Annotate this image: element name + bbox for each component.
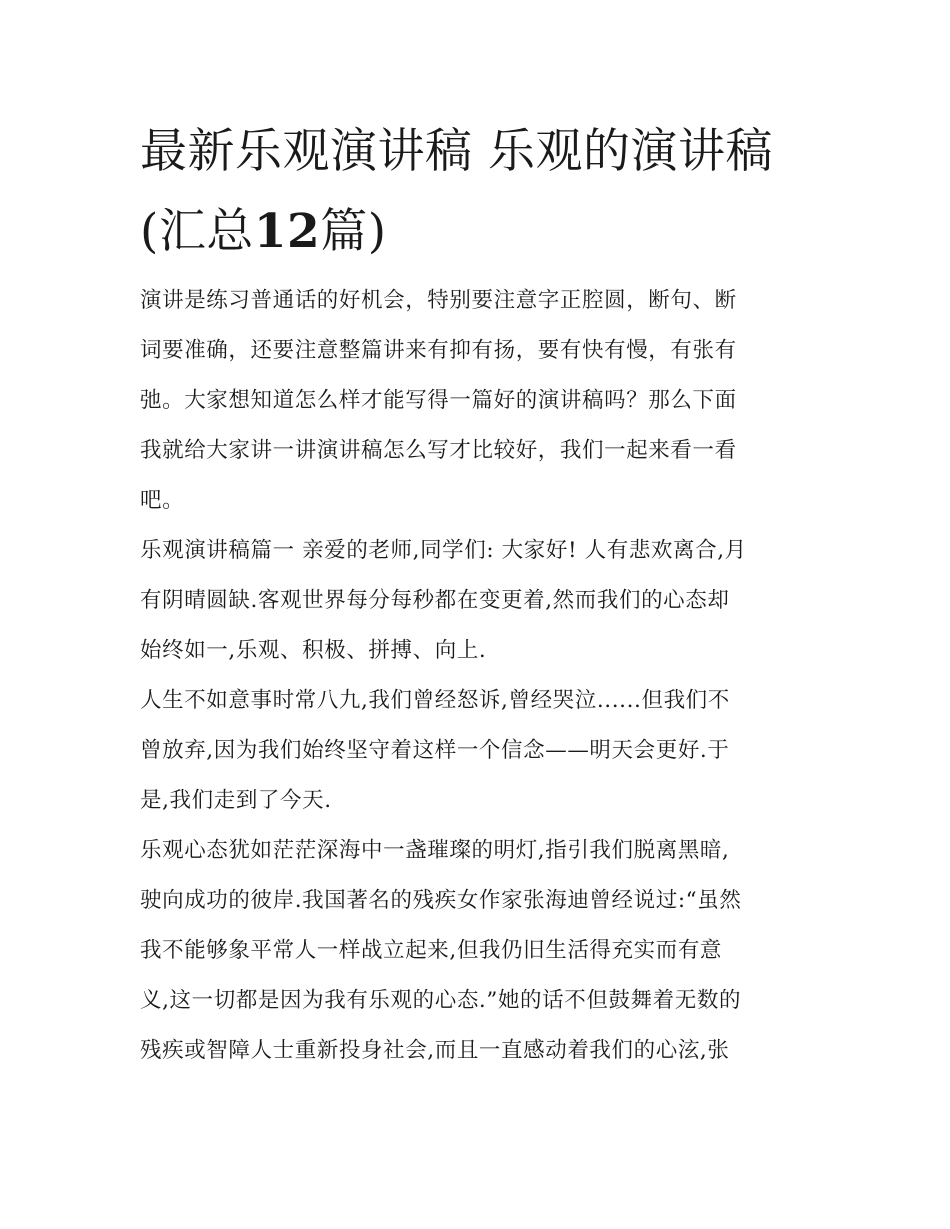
text-line: 驶向成功的彼岸.我国著名的残疾女作家张海迪曾经说过:“虽然 xyxy=(140,888,742,913)
paragraph-speech-1-opening xyxy=(140,526,830,676)
text-line: 始终如一,乐观、积极、拼搏、向上. xyxy=(140,638,487,663)
text-line: 是,我们走到了今天. xyxy=(140,788,332,813)
title-count: 12 xyxy=(253,204,321,259)
text-line: 残疾或智障人士重新投身社会,而且一直感动着我们的心泫,张 xyxy=(140,1038,730,1063)
text-line: 曾放弃,因为我们始终坚守着这样一个信念——明天会更好.于 xyxy=(140,738,730,763)
text-line: 乐观演讲稿篇一 亲爱的老师,同学们: 大家好! 人有悲欢离合,月 xyxy=(140,538,747,563)
document-title xyxy=(140,112,830,272)
text-line: 有阴晴圆缺.客观世界每分每秒都在变更着,然而我们的心态却 xyxy=(140,588,730,613)
title-line-1: 最新乐观演讲稿 乐观的演讲稿 xyxy=(140,124,773,179)
text-line: 乐观心态犹如茫茫深海中一盏璀璨的明灯,指引我们脱离黑暗, xyxy=(140,838,730,863)
paragraph-speech-1-life xyxy=(140,676,830,826)
title-line-2-suffix: 篇) xyxy=(320,204,387,259)
text-line: 我就给大家讲一讲演讲稿怎么写才比较好，我们一起来看一看 xyxy=(140,438,737,463)
title-line-2 xyxy=(140,192,830,272)
text-line: 弛。大家想知道怎么样才能写得一篇好的演讲稿吗？那么下面 xyxy=(140,388,737,413)
title-line-2-prefix: (汇总 xyxy=(140,204,254,259)
text-line: 吧。 xyxy=(140,488,185,513)
paragraph-intro xyxy=(140,276,830,526)
text-line: 演讲是练习普通话的好机会，特别要注意字正腔圆，断句、断 xyxy=(140,288,737,313)
text-line: 义,这一切都是因为我有乐观的心态.”她的话不但鼓舞着无数的 xyxy=(140,988,742,1013)
text-line: 人生不如意事时常八九,我们曾经怒诉,曾经哭泣......但我们不 xyxy=(140,688,730,713)
text-line: 我不能够象平常人一样战立起来,但我仍旧生活得充实而有意 xyxy=(140,938,723,963)
paragraph-speech-1-optimism xyxy=(140,826,830,1076)
document-body xyxy=(140,276,830,1076)
text-line: 词要准确，还要注意整篇讲来有抑有扬，要有快有慢，有张有 xyxy=(140,338,737,363)
